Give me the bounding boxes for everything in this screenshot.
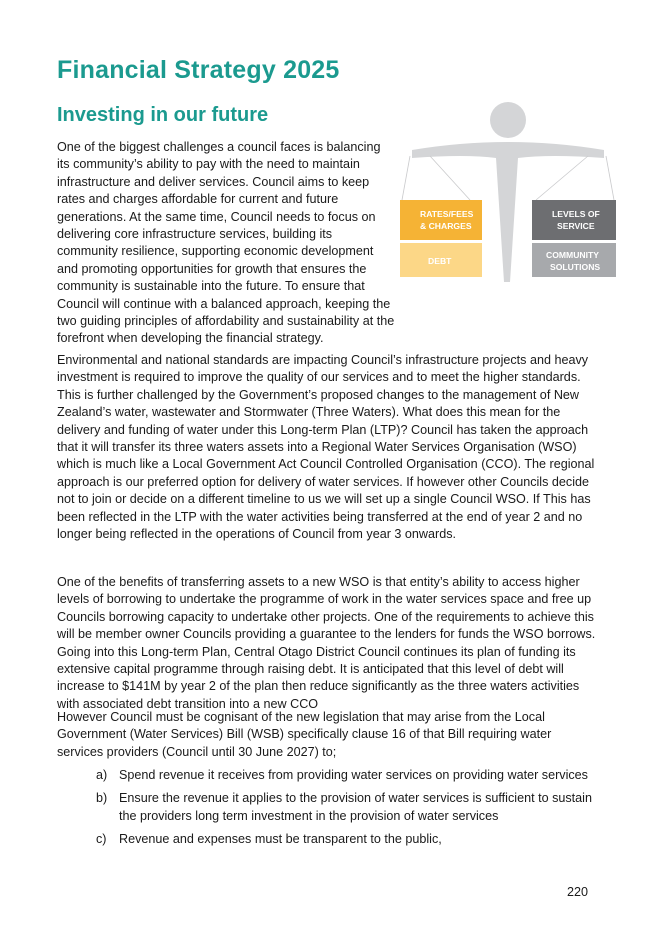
document-title: Financial Strategy 2025 bbox=[57, 56, 340, 84]
list-item-text: Ensure the revenue it applies to the provision of water services is sufficient to sustain the providers long term investment in the provision of water services bbox=[119, 791, 592, 823]
balance-scale-figure bbox=[400, 100, 618, 282]
levels-of-label: LEVELS OF bbox=[552, 209, 600, 219]
list-item bbox=[96, 767, 596, 784]
list-marker: b) bbox=[96, 791, 108, 806]
levels-of-service-box bbox=[532, 200, 616, 240]
requirements-list bbox=[96, 767, 596, 855]
list-item bbox=[96, 831, 596, 848]
three-waters-paragraph: Environmental and national standards are impacting Council’s infrastructure projects and heavy investment is required to improve the quality of our services and to meet the higher standards. This is further challenged by the Government’s proposed changes to the management of New Zealand’s water, wastewater and Stormwater (Three Waters). What does this mean for the delivery and funding of water under this Long-term Plan (LTP)? Council has taken the approach that it will transfer its three waters assets into a Regional Water Services Organisation (WSO) which is much like a Local Government Act Council Controlled Organisation (CCO). The regional approach is our preferred option for delivery of water services. If however other Councils decide not to join or decide on a different timeline to us we will set up a single Council WSO. If This has been reflected in the LTP with the water activities being transferred at the end of year 2 and no longer being reflected in the operations of Council from year 3 onwards. bbox=[57, 353, 595, 542]
list-marker: a) bbox=[96, 768, 108, 782]
intro-paragraph: One of the biggest challenges a council faces is balancing its community’s ability to pay with the need to maintain infrastructure and deliver services. Council aims to keep rates and charges affordable for current and future generations. At the same time, Council needs to focus on delivering core infrastructure services, building its community resilience, supporting economic development and promoting opportunities for growth that ensures the community is sustainable into the future. To ensure that Council will continue with a balanced approach, keeping the two guiding principles of affordability and sustainability at the forefront when developing the financial strategy. bbox=[57, 140, 395, 346]
legislation-paragraph: However Council must be cognisant of the new legislation that may arise from the Local Government (Water Services) Bill (WSB) specifically clause 16 of that Bill requiring water services providers (Council until 30 June 2027) to; bbox=[57, 710, 552, 759]
page-number: 220 bbox=[566, 885, 588, 899]
list-item bbox=[96, 790, 596, 825]
debt-label: DEBT bbox=[428, 256, 452, 266]
section-heading: Investing in our future bbox=[57, 104, 269, 126]
figure-head bbox=[490, 102, 526, 138]
solutions-label: SOLUTIONS bbox=[550, 262, 601, 272]
list-item-text: Spend revenue it receives from providing water services on providing water services bbox=[119, 768, 588, 782]
service-label: SERVICE bbox=[557, 221, 595, 231]
rates-fees-label: RATES/FEES bbox=[420, 209, 474, 219]
charges-label: & CHARGES bbox=[420, 221, 472, 231]
community-label: COMMUNITY bbox=[546, 250, 599, 260]
rates-fees-box bbox=[400, 200, 482, 240]
list-item-text: Revenue and expenses must be transparent to the public, bbox=[119, 832, 442, 847]
borrowing-paragraph: One of the benefits of transferring assets to a new WSO is that entity’s ability to access higher levels of borrowing to undertake the programme of work in the water services space and free up Councils borrowing capacity to undertake other projects. One of the requirements to achieve this will be member owner Councils providing a guarantee to the lenders for funds the WSO borrows. Going into this Long-term Plan, Central Otago District Council continues its plan of funding its extensive capital programme through raising debt. It is anticipated that this level of debt will increase to $141M by year 2 of the plan then reduce significantly as the three waters activities with associated debt transition into a new CCO bbox=[57, 575, 596, 711]
list-marker: c) bbox=[96, 832, 107, 847]
